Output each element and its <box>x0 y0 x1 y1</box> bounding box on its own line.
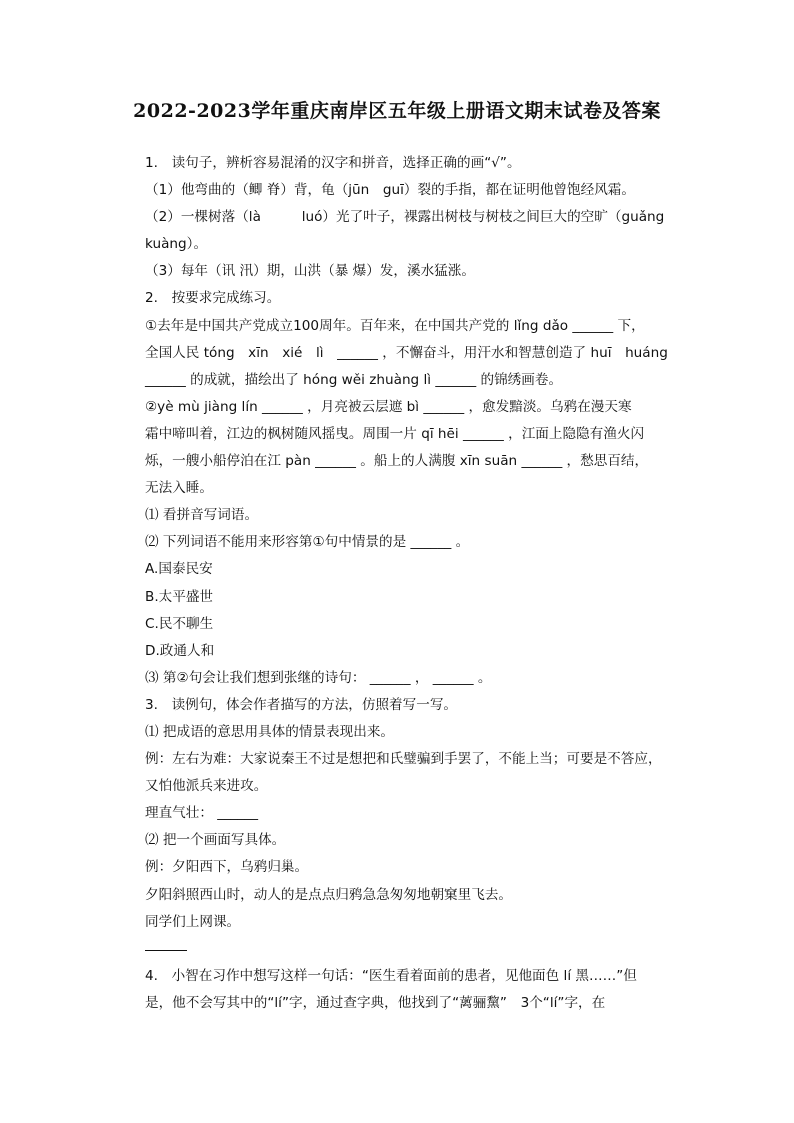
question-1-item-3: （3）每年（讯 汛）期，山洪（暴 爆）发，溪水猛涨。 <box>145 263 475 280</box>
question-2-para-2-line-2: 霜中啼叫着，江边的枫树随风摇曳。周围一片 qī hēi ______ ，江面上隐隐有渔火闪 <box>145 425 645 442</box>
question-2-para-2-line-3: 烁，一艘小船停泊在江 pàn ______ 。船上的人满腹 xīn suān ______ ，愁思百结， <box>145 453 649 470</box>
question-2-para-1-line-2: 全国人民 tóng xīn xié lì ______ ，不懈奋斗，用汗水和智慧创造了 huī huáng <box>145 344 668 361</box>
question-1-item-1: （1）他弯曲的（鲫 脊）背，龟（jūn guī）裂的手指，都在证明他曾饱经风霜。 <box>145 182 635 199</box>
question-3-task-2: 同学们上网课。 <box>145 913 241 930</box>
option-c: C.民不聊生 <box>145 615 214 632</box>
question-3-stem: 3. 读例句，体会作者描写的方法，仿照着写一写。 <box>145 696 458 713</box>
option-d: D.政通人和 <box>145 642 215 659</box>
question-3-example-1-line-2: 又怕他派兵来进攻。 <box>145 778 268 795</box>
question-2-para-2-line-4: 无法入睡。 <box>145 480 213 497</box>
question-2-sub-1: ⑴ 看拼音写词语。 <box>145 507 259 524</box>
question-1-item-2-cont: kuàng）。 <box>145 236 208 253</box>
question-2-para-1-line-3: ______ 的成就，描绘出了 hóng wěi zhuàng lì ______ 的锦绣画卷。 <box>145 371 563 388</box>
answer-blank-line <box>145 950 187 951</box>
question-2-para-1-line-1: ①去年是中国共产党成立100周年。百年来，在中国共产党的 lǐng dǎo ______ 下， <box>145 317 645 334</box>
question-4-line-2: 是，他不会写其中的“lí”字，通过查字典，他找到了“蓠骊黧” 3个“lí”字，在 <box>145 994 606 1011</box>
question-2-sub-2: ⑵ 下列词语不能用来形容第①句中情景的是 ______ 。 <box>145 534 470 551</box>
question-2-para-2-line-1: ②yè mù jiàng lín ______ ，月亮被云层遮 bì ______ ，愈发黯淡。乌鸦在漫天寒 <box>145 398 632 415</box>
question-3-example-2-expanded: 夕阳斜照西山时，动人的是点点归鸦急急匆匆地朝窠里飞去。 <box>145 886 513 903</box>
option-b: B.太平盛世 <box>145 588 214 605</box>
question-3-example-1-line-1: 例：左右为难：大家说秦王不过是想把和氏璧骗到手罢了，不能上当；可要是不答应， <box>145 751 662 768</box>
question-2-sub-3: ⑶ 第②句会让我们想到张继的诗句： ______ ， ______ 。 <box>145 669 492 686</box>
document-title: 2022-2023学年重庆南岸区五年级上册语文期末试卷及答案 <box>133 100 661 122</box>
question-3-task-1: 理直气壮： ______ <box>145 805 259 822</box>
question-4-line-1: 4. 小智在习作中想写这样一句话：“医生看着面前的患者，见他面色 lí 黑……”但 <box>145 967 637 984</box>
document-body <box>145 150 675 1017</box>
question-3-sub-2: ⑵ 把一个画面写具体。 <box>145 832 286 849</box>
question-2-stem: 2. 按要求完成练习。 <box>145 290 281 307</box>
question-3-example-2: 例：夕阳西下，乌鸦归巢。 <box>145 859 309 876</box>
question-1-stem: 1. 读句子，辨析容易混淆的汉字和拼音，选择正确的画“√”。 <box>145 155 521 171</box>
option-a: A.国泰民安 <box>145 561 213 578</box>
question-1-item-2: （2）一棵树落（là luó）光了叶子，裸露出树枝与树枝之间巨大的空旷（guǎng <box>145 209 665 226</box>
question-3-sub-1: ⑴ 把成语的意思用具体的情景表现出来。 <box>145 723 395 740</box>
